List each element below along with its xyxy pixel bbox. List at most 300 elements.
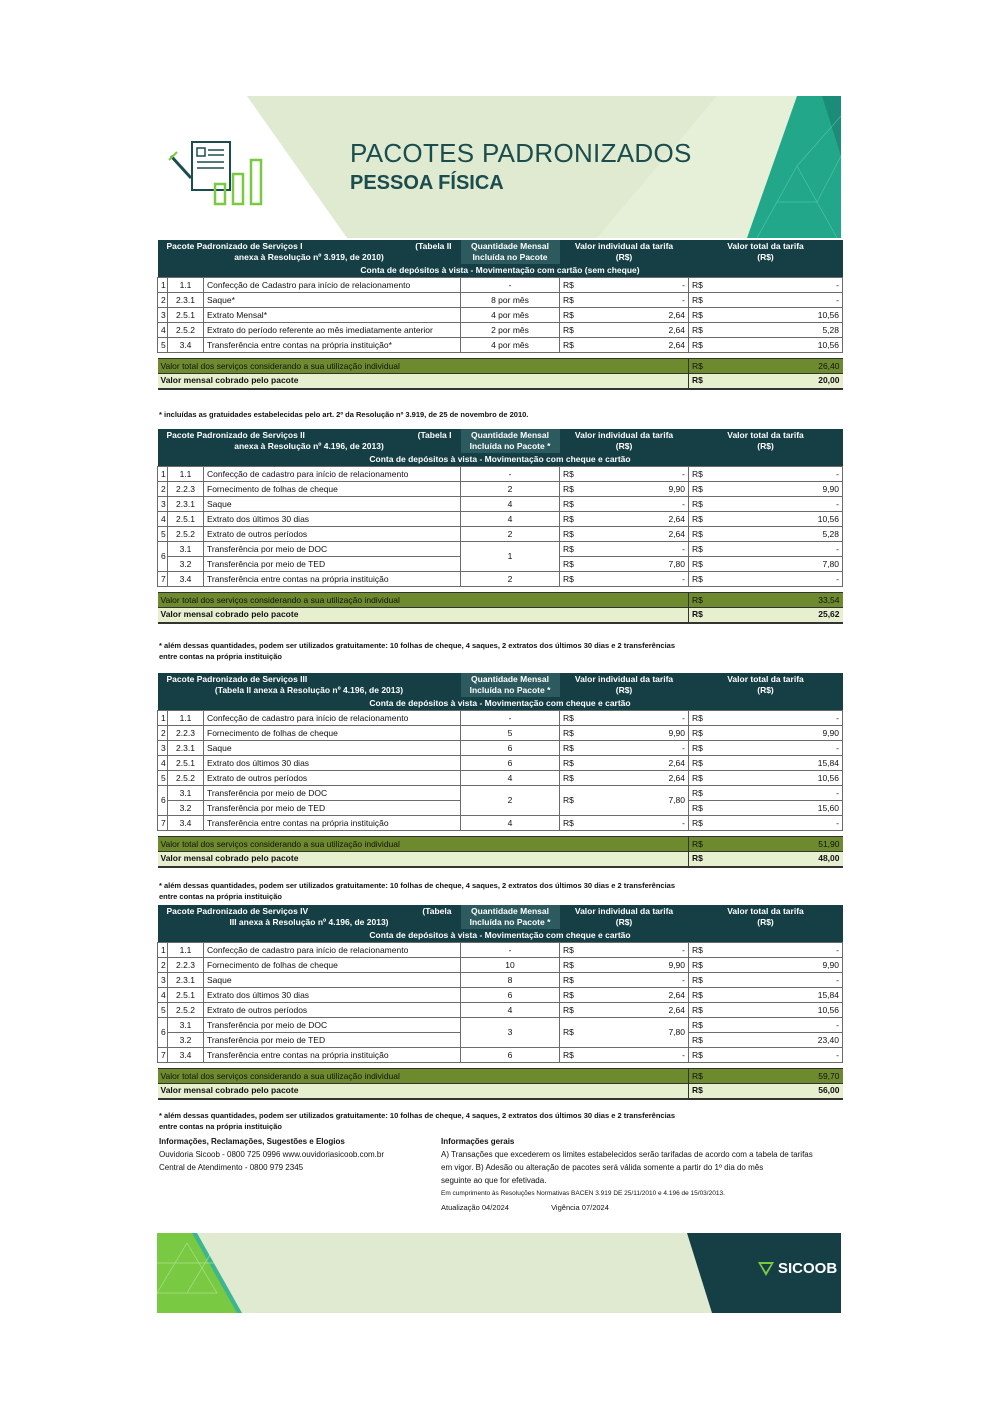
total-currency: R$ xyxy=(689,572,751,587)
total-value: 15,84 xyxy=(751,988,843,1003)
total-currency: R$ xyxy=(689,973,751,988)
service-description: Extrato de outros períodos xyxy=(204,1003,461,1018)
service-code: 3.4 xyxy=(168,816,204,831)
quantity: 4 por mês xyxy=(461,338,560,353)
row-number: 7 xyxy=(158,572,168,587)
total-monthly-currency: R$ xyxy=(689,374,751,389)
sicoob-logo xyxy=(758,1260,837,1277)
unit-value: 7,80 xyxy=(622,1018,689,1048)
row-number: 2 xyxy=(158,293,168,308)
service-code: 3.1 xyxy=(168,542,204,557)
service-code: 2.2.3 xyxy=(168,958,204,973)
unit-currency: R$ xyxy=(560,973,622,988)
total-currency: R$ xyxy=(689,756,751,771)
service-code: 2.2.3 xyxy=(168,726,204,741)
unit-currency: R$ xyxy=(560,816,622,831)
quantity: - xyxy=(461,278,560,293)
unit-value: 2,64 xyxy=(622,1003,689,1018)
quantity: 2 xyxy=(461,572,560,587)
general-info-line2: em vigor. B) Adesão ou alteração de pacotes será válida somente a partir do 1º dia do mês xyxy=(441,1163,764,1172)
quantity: - xyxy=(461,711,560,726)
row-number: 5 xyxy=(158,1003,168,1018)
header-banner xyxy=(157,96,841,238)
service-description: Confecção de cadastro para início de relacionamento xyxy=(204,467,461,482)
total-monthly-row xyxy=(158,852,843,867)
row-number: 4 xyxy=(158,988,168,1003)
service-description: Extrato do período referente ao mês imediatamente anterior xyxy=(204,323,461,338)
service-description: Saque xyxy=(204,741,461,756)
total-individual-currency: R$ xyxy=(689,1069,751,1084)
quantity: 4 xyxy=(461,512,560,527)
total-currency: R$ xyxy=(689,527,751,542)
total-currency: R$ xyxy=(689,988,751,1003)
package-2-note xyxy=(159,640,759,662)
package-2 xyxy=(157,429,842,624)
package-name: Pacote Padronizado de Serviços IV (Tabela III anexa à Resolução nº 4.196, de 2013) xyxy=(158,905,461,929)
total-currency: R$ xyxy=(689,467,751,482)
service-description: Transferência entre contas na própria instituição* xyxy=(204,338,461,353)
total-value: - xyxy=(751,786,843,801)
service-description: Fornecimento de folhas de cheque xyxy=(204,958,461,973)
unit-currency: R$ xyxy=(560,308,622,323)
total-value: 5,28 xyxy=(751,323,843,338)
row-number: 4 xyxy=(158,323,168,338)
table-row xyxy=(158,323,843,338)
total-currency: R$ xyxy=(689,482,751,497)
total-monthly-label: Valor mensal cobrado pelo pacote xyxy=(158,1084,689,1099)
unit-value: - xyxy=(622,816,689,831)
row-number: 6 xyxy=(158,1018,168,1048)
row-number: 3 xyxy=(158,973,168,988)
central-line: Central de Atendimento - 0800 979 2345 xyxy=(159,1163,304,1172)
account-type: Conta de depósitos à vista - Movimentação com cheque e cartão xyxy=(158,929,843,943)
unit-currency: R$ xyxy=(560,1018,622,1048)
unit-currency: R$ xyxy=(560,572,622,587)
service-description: Transferência entre contas na própria instituição xyxy=(204,572,461,587)
service-code: 2.3.1 xyxy=(168,497,204,512)
total-currency: R$ xyxy=(689,711,751,726)
table-row xyxy=(158,1003,843,1018)
table-row xyxy=(158,958,843,973)
total-currency: R$ xyxy=(689,293,751,308)
service-description: Extrato de outros períodos xyxy=(204,527,461,542)
total-currency: R$ xyxy=(689,308,751,323)
package-3-note xyxy=(159,880,759,902)
dates xyxy=(441,1203,649,1212)
qty-header: Quantidade Mensal Incluída no Pacote * xyxy=(461,673,560,697)
quantity: 3 xyxy=(461,1018,560,1048)
total-individual-label: Valor total dos serviços considerando a sua utilização individual xyxy=(158,593,689,608)
quantity: 4 xyxy=(461,1003,560,1018)
service-description: Transferência por meio de TED xyxy=(204,557,461,572)
row-number: 3 xyxy=(158,741,168,756)
total-currency: R$ xyxy=(689,786,751,801)
total-individual-label: Valor total dos serviços considerando a sua utilização individual xyxy=(158,359,689,374)
unit-value: 9,90 xyxy=(622,482,689,497)
row-number: 3 xyxy=(158,308,168,323)
table-row xyxy=(158,278,843,293)
total-value: - xyxy=(751,467,843,482)
total-header: Valor total da tarifa (R$) xyxy=(689,905,843,929)
unit-currency: R$ xyxy=(560,1048,622,1063)
updated-date: Atualização 04/2024 xyxy=(441,1203,509,1212)
service-description: Transferência entre contas na própria instituição xyxy=(204,816,461,831)
package-4 xyxy=(157,905,842,1100)
total-value: 5,28 xyxy=(751,527,843,542)
quantity: 10 xyxy=(461,958,560,973)
service-description: Transferência por meio de TED xyxy=(204,1033,461,1048)
service-description: Saque xyxy=(204,497,461,512)
service-code: 3.2 xyxy=(168,1033,204,1048)
unit-currency: R$ xyxy=(560,527,622,542)
total-currency: R$ xyxy=(689,726,751,741)
quantity: 4 xyxy=(461,497,560,512)
package-4-note xyxy=(159,1110,759,1132)
row-number: 1 xyxy=(158,711,168,726)
table-row xyxy=(158,572,843,587)
quantity: 2 xyxy=(461,786,560,816)
total-value: - xyxy=(751,973,843,988)
service-description: Fornecimento de folhas de cheque xyxy=(204,726,461,741)
service-description: Extrato dos últimos 30 dias xyxy=(204,756,461,771)
total-value: - xyxy=(751,497,843,512)
total-value: 9,90 xyxy=(751,482,843,497)
quantity: 8 xyxy=(461,973,560,988)
service-description: Confecção de cadastro para início de relacionamento xyxy=(204,711,461,726)
service-code: 2.5.2 xyxy=(168,527,204,542)
total-monthly-row xyxy=(158,608,843,623)
total-currency: R$ xyxy=(689,497,751,512)
document-chart-icon xyxy=(167,134,272,206)
package-name: Pacote Padronizado de Serviços I (Tabela II anexa à Resolução nº 3.919, de 2010) xyxy=(158,240,461,264)
total-individual-currency: R$ xyxy=(689,593,751,608)
unit-value: 2,64 xyxy=(622,323,689,338)
row-number: 1 xyxy=(158,943,168,958)
quantity: - xyxy=(461,467,560,482)
unit-value: 9,90 xyxy=(622,958,689,973)
unit-currency: R$ xyxy=(560,278,622,293)
table-row xyxy=(158,711,843,726)
unit-value: 9,90 xyxy=(622,726,689,741)
service-code: 1.1 xyxy=(168,278,204,293)
quantity: 6 xyxy=(461,1048,560,1063)
service-code: 2.3.1 xyxy=(168,741,204,756)
table-row xyxy=(158,1018,843,1033)
general-info-heading: Informações gerais xyxy=(441,1137,515,1146)
total-value: 9,90 xyxy=(751,726,843,741)
quantity: 2 por mês xyxy=(461,323,560,338)
total-currency: R$ xyxy=(689,278,751,293)
package-name: Pacote Padronizado de Serviços III (Tabela II anexa à Resolução nº 4.196, de 2013) xyxy=(158,673,461,697)
total-individual-value: 51,90 xyxy=(751,837,843,852)
row-number: 6 xyxy=(158,786,168,816)
total-currency: R$ xyxy=(689,542,751,557)
valid-date: Vigência 07/2024 xyxy=(551,1203,609,1212)
note-line: * além dessas quantidades, podem ser utilizados gratuitamente: 10 folhas de cheque, 4 saques, 2 extratos dos últimos 30 dias e 2 transferências xyxy=(159,881,676,890)
row-number: 5 xyxy=(158,338,168,353)
sicoob-mark-icon xyxy=(758,1262,774,1276)
quantity: 2 xyxy=(461,482,560,497)
quantity: 6 xyxy=(461,988,560,1003)
service-description: Transferência por meio de TED xyxy=(204,801,461,816)
table-row xyxy=(158,943,843,958)
note-line: entre contas na própria instituição xyxy=(159,652,282,661)
account-type: Conta de depósitos à vista - Movimentação com cheque e cartão xyxy=(158,697,843,711)
footer-background xyxy=(157,1233,841,1313)
total-currency: R$ xyxy=(689,338,751,353)
total-monthly-value: 20,00 xyxy=(751,374,843,389)
unit-currency: R$ xyxy=(560,338,622,353)
unit-value: - xyxy=(622,1048,689,1063)
unit-currency: R$ xyxy=(560,711,622,726)
row-number: 4 xyxy=(158,756,168,771)
note-line: * além dessas quantidades, podem ser utilizados gratuitamente: 10 folhas de cheque, 4 saques, 2 extratos dos últimos 30 dias e 2 transferências xyxy=(159,1111,676,1120)
quantity: 6 xyxy=(461,741,560,756)
unit-header: Valor individual da tarifa (R$) xyxy=(560,905,689,929)
service-code: 2.5.2 xyxy=(168,771,204,786)
total-currency: R$ xyxy=(689,958,751,973)
service-code: 2.3.1 xyxy=(168,293,204,308)
unit-value: 7,80 xyxy=(622,557,689,572)
table-row xyxy=(158,973,843,988)
service-code: 1.1 xyxy=(168,467,204,482)
unit-currency: R$ xyxy=(560,542,622,557)
service-code: 1.1 xyxy=(168,711,204,726)
service-description: Transferência por meio de DOC xyxy=(204,786,461,801)
package-1-note xyxy=(159,409,759,420)
row-number: 6 xyxy=(158,542,168,572)
total-currency: R$ xyxy=(689,1003,751,1018)
unit-currency: R$ xyxy=(560,323,622,338)
qty-header: Quantidade Mensal Incluída no Pacote * xyxy=(461,905,560,929)
service-description: Confecção de Cadastro para início de relacionamento xyxy=(204,278,461,293)
account-type: Conta de depósitos à vista - Movimentação com cartão (sem cheque) xyxy=(158,264,843,278)
package-name: Pacote Padronizado de Serviços II (Tabela I anexa à Resolução nº 4.196, de 2013) xyxy=(158,429,461,453)
total-value: 7,80 xyxy=(751,557,843,572)
service-description: Saque* xyxy=(204,293,461,308)
total-monthly-value: 25,62 xyxy=(751,608,843,623)
service-description: Extrato de outros períodos xyxy=(204,771,461,786)
service-code: 2.2.3 xyxy=(168,482,204,497)
qty-header: Quantidade Mensal Incluída no Pacote * xyxy=(461,429,560,453)
total-value: - xyxy=(751,542,843,557)
service-description: Transferência por meio de DOC xyxy=(204,1018,461,1033)
page-title: PACOTES PADRONIZADOS xyxy=(350,138,692,168)
general-info-line3: seguinte ao que for efetivada. xyxy=(441,1176,547,1185)
table-row xyxy=(158,816,843,831)
service-code: 2.5.2 xyxy=(168,1003,204,1018)
row-number: 1 xyxy=(158,278,168,293)
total-value: - xyxy=(751,293,843,308)
row-number: 5 xyxy=(158,771,168,786)
service-code: 2.5.1 xyxy=(168,988,204,1003)
quantity: - xyxy=(461,943,560,958)
table-row xyxy=(158,512,843,527)
total-monthly-value: 56,00 xyxy=(751,1084,843,1099)
table-row xyxy=(158,542,843,557)
service-description: Extrato dos últimos 30 dias xyxy=(204,988,461,1003)
table-row xyxy=(158,527,843,542)
service-code: 3.4 xyxy=(168,338,204,353)
total-currency: R$ xyxy=(689,323,751,338)
page-subtitle: PESSOA FÍSICA xyxy=(350,172,504,194)
quantity: 4 xyxy=(461,771,560,786)
unit-currency: R$ xyxy=(560,741,622,756)
unit-value: 2,64 xyxy=(622,527,689,542)
unit-currency: R$ xyxy=(560,557,622,572)
service-code: 3.1 xyxy=(168,786,204,801)
service-description: Extrato Mensal* xyxy=(204,308,461,323)
table-row xyxy=(158,1048,843,1063)
package-table xyxy=(157,905,843,1100)
unit-value: 2,64 xyxy=(622,512,689,527)
unit-value: 7,80 xyxy=(622,786,689,816)
note-line: entre contas na própria instituição xyxy=(159,1122,282,1131)
note-line: * além dessas quantidades, podem ser utilizados gratuitamente: 10 folhas de cheque, 4 saques, 2 extratos dos últimos 30 dias e 2 transferências xyxy=(159,641,676,650)
total-value: - xyxy=(751,572,843,587)
table-row xyxy=(158,756,843,771)
table-row xyxy=(158,726,843,741)
total-individual-row xyxy=(158,1069,843,1084)
service-description: Fornecimento de folhas de cheque xyxy=(204,482,461,497)
quantity: 5 xyxy=(461,726,560,741)
unit-currency: R$ xyxy=(560,293,622,308)
service-code: 3.4 xyxy=(168,572,204,587)
service-description: Confecção de cadastro para início de relacionamento xyxy=(204,943,461,958)
service-description: Saque xyxy=(204,973,461,988)
unit-value: 2,64 xyxy=(622,338,689,353)
total-header: Valor total da tarifa (R$) xyxy=(689,429,843,453)
unit-header: Valor individual da tarifa (R$) xyxy=(560,673,689,697)
table-row xyxy=(158,741,843,756)
table-row xyxy=(158,497,843,512)
general-info xyxy=(441,1135,831,1200)
total-monthly-value: 48,00 xyxy=(751,852,843,867)
unit-value: - xyxy=(622,943,689,958)
total-monthly-row xyxy=(158,1084,843,1099)
unit-value: 2,64 xyxy=(622,308,689,323)
row-number: 4 xyxy=(158,512,168,527)
total-value: - xyxy=(751,943,843,958)
unit-header: Valor individual da tarifa (R$) xyxy=(560,429,689,453)
note-line: * incluídas as gratuidades estabelecidas pelo art. 2º da Resolução nº 3.919, de 25 de novembro de 2010. xyxy=(159,410,529,419)
total-individual-label: Valor total dos serviços considerando a sua utilização individual xyxy=(158,1069,689,1084)
unit-header: Valor individual da tarifa (R$) xyxy=(560,240,689,264)
table-row xyxy=(158,308,843,323)
total-value: 23,40 xyxy=(751,1033,843,1048)
service-code: 2.3.1 xyxy=(168,973,204,988)
total-individual-value: 33,54 xyxy=(751,593,843,608)
row-number: 7 xyxy=(158,1048,168,1063)
total-currency: R$ xyxy=(689,741,751,756)
service-code: 3.1 xyxy=(168,1018,204,1033)
unit-value: - xyxy=(622,542,689,557)
service-code: 2.5.1 xyxy=(168,512,204,527)
quantity: 2 xyxy=(461,527,560,542)
service-code: 3.2 xyxy=(168,557,204,572)
contact-heading: Informações, Reclamações, Sugestões e Elogios xyxy=(159,1137,345,1146)
unit-currency: R$ xyxy=(560,726,622,741)
total-value: - xyxy=(751,711,843,726)
unit-currency: R$ xyxy=(560,467,622,482)
legal-line: Em cumprimento às Resoluções Normativas BACEN 3.919 DE 25/11/2010 e 4.196 de 15/03/2013. xyxy=(441,1190,725,1197)
account-type: Conta de depósitos à vista - Movimentação com cheque e cartão xyxy=(158,453,843,467)
quantity: 6 xyxy=(461,756,560,771)
total-value: - xyxy=(751,741,843,756)
unit-currency: R$ xyxy=(560,771,622,786)
footer-banner xyxy=(157,1233,841,1313)
total-currency: R$ xyxy=(689,1048,751,1063)
table-row xyxy=(158,467,843,482)
unit-currency: R$ xyxy=(560,512,622,527)
service-code: 2.5.2 xyxy=(168,323,204,338)
total-individual-value: 26,40 xyxy=(751,359,843,374)
service-code: 1.1 xyxy=(168,943,204,958)
package-1 xyxy=(157,240,842,390)
total-value: 15,60 xyxy=(751,801,843,816)
total-monthly-currency: R$ xyxy=(689,852,751,867)
table-row xyxy=(158,988,843,1003)
total-individual-currency: R$ xyxy=(689,837,751,852)
quantity: 1 xyxy=(461,542,560,572)
unit-value: - xyxy=(622,497,689,512)
service-description: Transferência entre contas na própria instituição xyxy=(204,1048,461,1063)
table-row xyxy=(158,482,843,497)
row-number: 5 xyxy=(158,527,168,542)
total-monthly-row xyxy=(158,374,843,389)
total-value: 10,56 xyxy=(751,308,843,323)
unit-value: - xyxy=(622,572,689,587)
note-line: entre contas na própria instituição xyxy=(159,892,282,901)
row-number: 3 xyxy=(158,497,168,512)
total-individual-currency: R$ xyxy=(689,359,751,374)
total-monthly-label: Valor mensal cobrado pelo pacote xyxy=(158,608,689,623)
total-value: 10,56 xyxy=(751,1003,843,1018)
row-number: 2 xyxy=(158,726,168,741)
total-individual-label: Valor total dos serviços considerando a sua utilização individual xyxy=(158,837,689,852)
total-header: Valor total da tarifa (R$) xyxy=(689,240,843,264)
table-row xyxy=(158,786,843,801)
unit-value: 2,64 xyxy=(622,771,689,786)
unit-value: 2,64 xyxy=(622,756,689,771)
table-row xyxy=(158,338,843,353)
total-individual-value: 59,70 xyxy=(751,1069,843,1084)
service-code: 2.5.1 xyxy=(168,308,204,323)
table-row xyxy=(158,771,843,786)
row-number: 7 xyxy=(158,816,168,831)
total-currency: R$ xyxy=(689,801,751,816)
total-value: - xyxy=(751,816,843,831)
unit-currency: R$ xyxy=(560,482,622,497)
row-number: 2 xyxy=(158,958,168,973)
ouvidoria-line: Ouvidoria Sicoob - 0800 725 0996 www.ouvidoriasicoob.com.br xyxy=(159,1150,385,1159)
total-value: 10,56 xyxy=(751,338,843,353)
unit-value: - xyxy=(622,741,689,756)
contact-info xyxy=(159,1135,384,1174)
general-info-line1: A) Transações que excederem os limites estabelecidos serão tarifadas de acordo com a tabela de tarifas xyxy=(441,1150,813,1159)
unit-currency: R$ xyxy=(560,958,622,973)
total-currency: R$ xyxy=(689,816,751,831)
total-monthly-currency: R$ xyxy=(689,1084,751,1099)
unit-value: - xyxy=(622,973,689,988)
quantity: 8 por mês xyxy=(461,293,560,308)
unit-currency: R$ xyxy=(560,756,622,771)
brand-name: SICOOB xyxy=(778,1260,838,1277)
total-currency: R$ xyxy=(689,943,751,958)
unit-currency: R$ xyxy=(560,943,622,958)
total-currency: R$ xyxy=(689,512,751,527)
total-monthly-label: Valor mensal cobrado pelo pacote xyxy=(158,374,689,389)
